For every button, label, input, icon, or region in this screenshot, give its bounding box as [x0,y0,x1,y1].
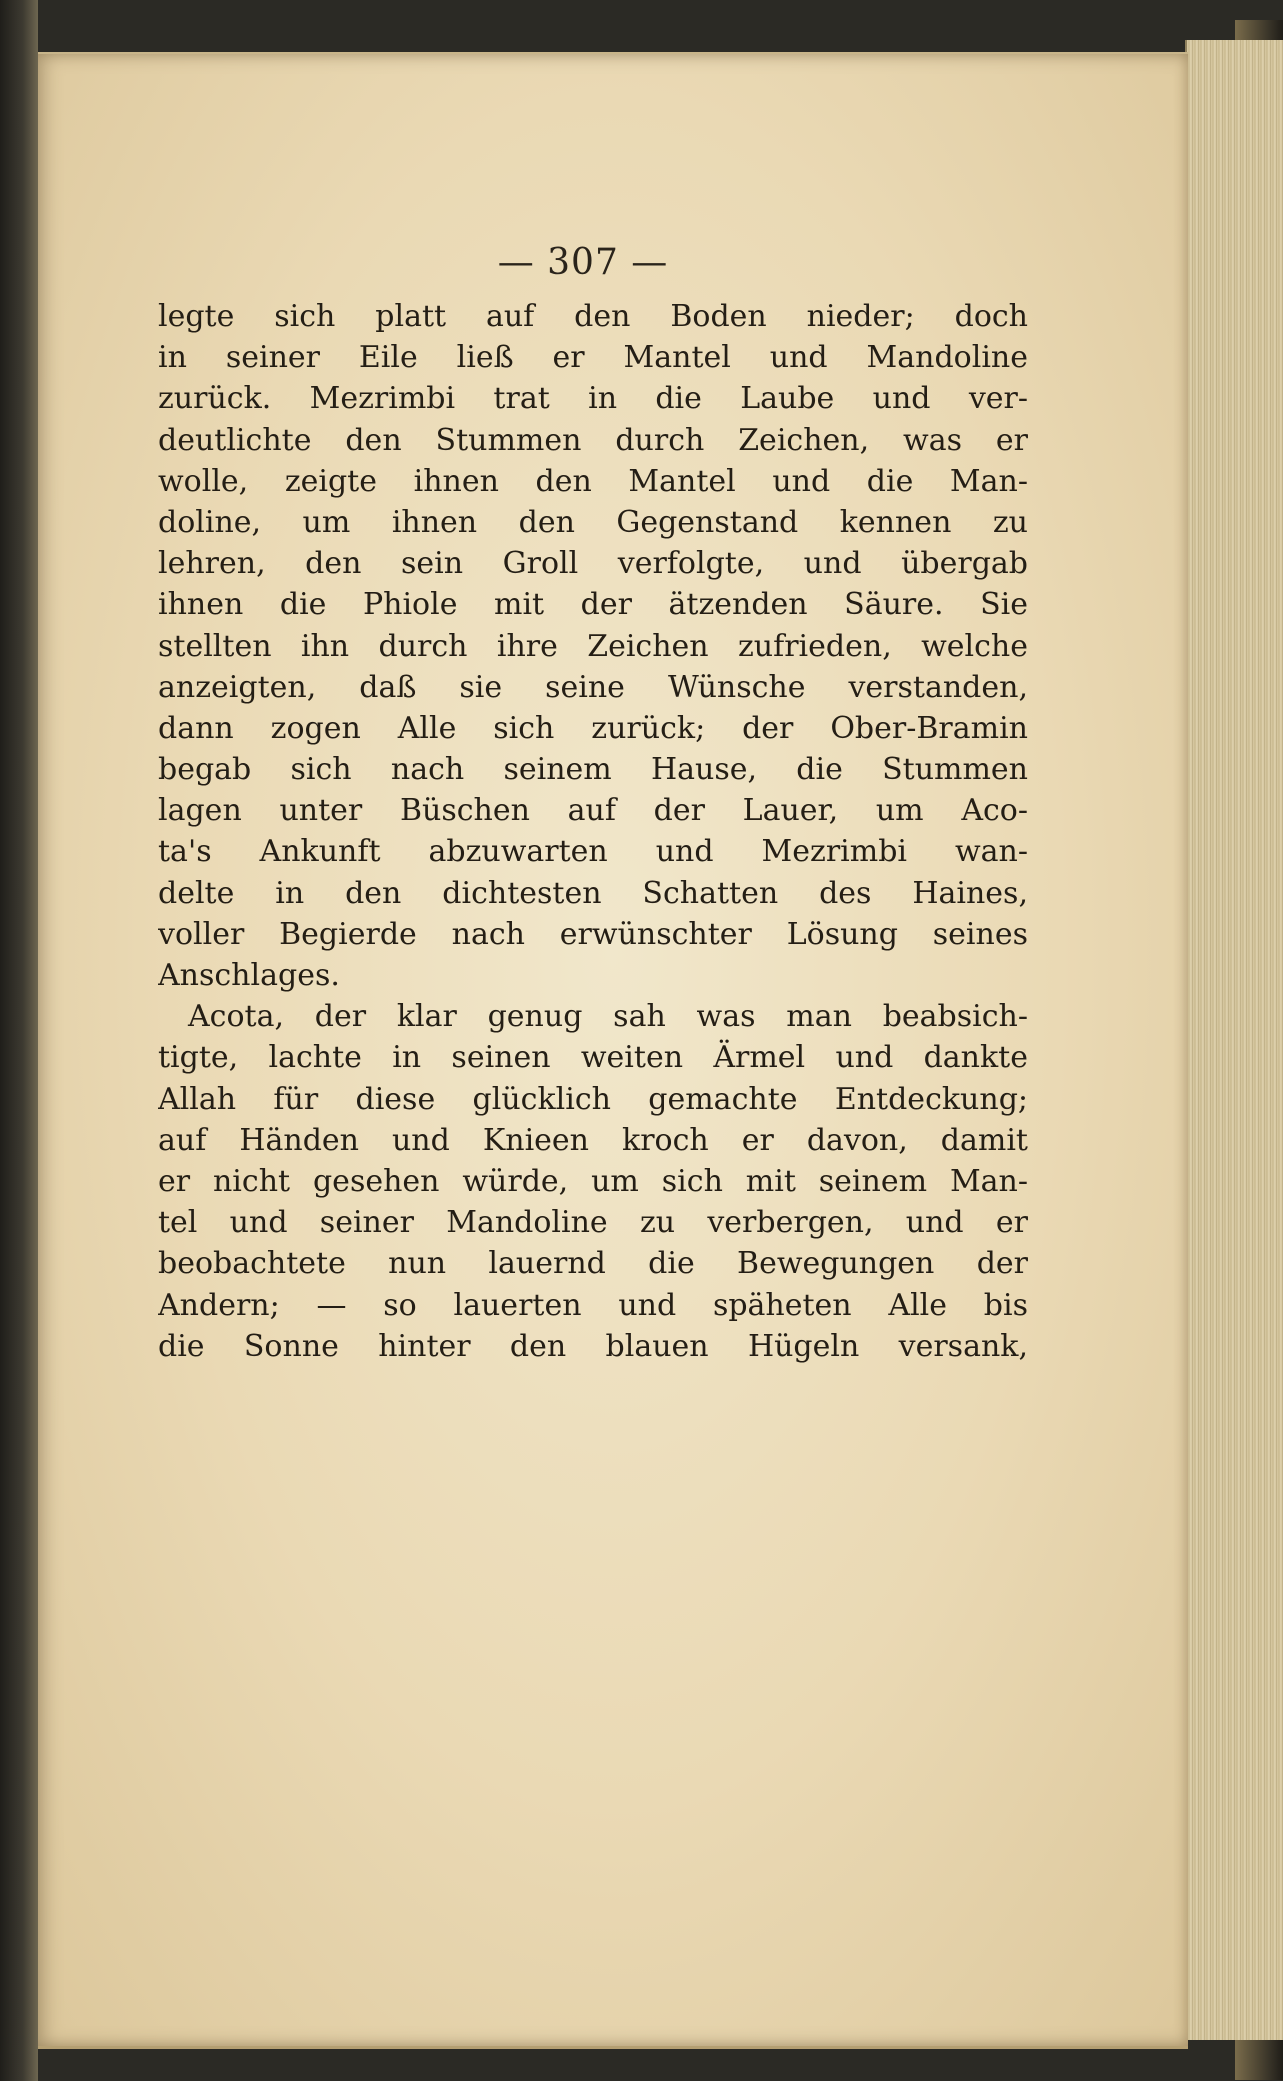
text-line: begab sich nach seinem Hause, die Stummen [158,752,1028,788]
text-line: wolle, zeigte ihnen den Mantel und die Man- [158,463,1028,499]
text-line: ta's Ankunft abzuwarten und Mezrimbi wan- [158,834,1028,870]
text-line: tel und seiner Mandoline zu verbergen, und er [158,1205,1028,1241]
text-line: Anschlages. [158,958,340,993]
text-line: ihnen die Phiole mit der ätzenden Säure. Sie [158,587,1028,623]
text-line: lehren, den sein Groll verfolgte, und übergab [158,546,1028,582]
text-line: lagen unter Büschen auf der Lauer, um Aco- [158,793,1028,829]
text-line: doline, um ihnen den Gegenstand kennen zu [158,504,1028,540]
page-stack-edges [1185,40,1283,2040]
text-line: Allah für diese glücklich gemachte Entdeckung; [158,1081,1028,1117]
text-line: in seiner Eile ließ er Mantel und Mandoline [158,340,1028,376]
page-body-text [158,296,1028,1367]
text-line: legte sich platt auf den Boden nieder; doch [158,299,1028,334]
text-line: anzeigten, daß sie seine Wünsche verstanden, [158,669,1028,705]
text-line: zurück. Mezrimbi trat in die Laube und ver- [158,381,1028,417]
text-line: tigte, lachte in seinen weiten Ärmel und dankte [158,1040,1028,1076]
text-line: die Sonne hinter den blauen Hügeln versank, [158,1328,1028,1364]
book-binding-left [0,0,38,2081]
text-line: dann zogen Alle sich zurück; der Ober-Bramin [158,710,1028,746]
text-line: Acota, der klar genug sah was man beabsich- [188,999,1028,1035]
text-line: deutlichte den Stummen durch Zeichen, was er [158,422,1028,458]
text-line: er nicht gesehen würde, um sich mit seinem Man- [158,1163,1028,1199]
text-line: voller Begierde nach erwünschter Lösung seines [158,916,1028,952]
text-line: beobachtete nun lauernd die Bewegungen der [158,1246,1028,1282]
text-line: auf Händen und Knieen kroch er davon, damit [158,1122,1028,1158]
book-page [38,52,1188,2049]
text-line: delte in den dichtesten Schatten des Haines, [158,875,1028,911]
text-line: stellten ihn durch ihre Zeichen zufrieden, welche [158,628,1028,664]
page-number: — 307 — [497,242,669,283]
text-line: Andern; — so lauerten und späheten Alle bis [158,1287,1028,1323]
